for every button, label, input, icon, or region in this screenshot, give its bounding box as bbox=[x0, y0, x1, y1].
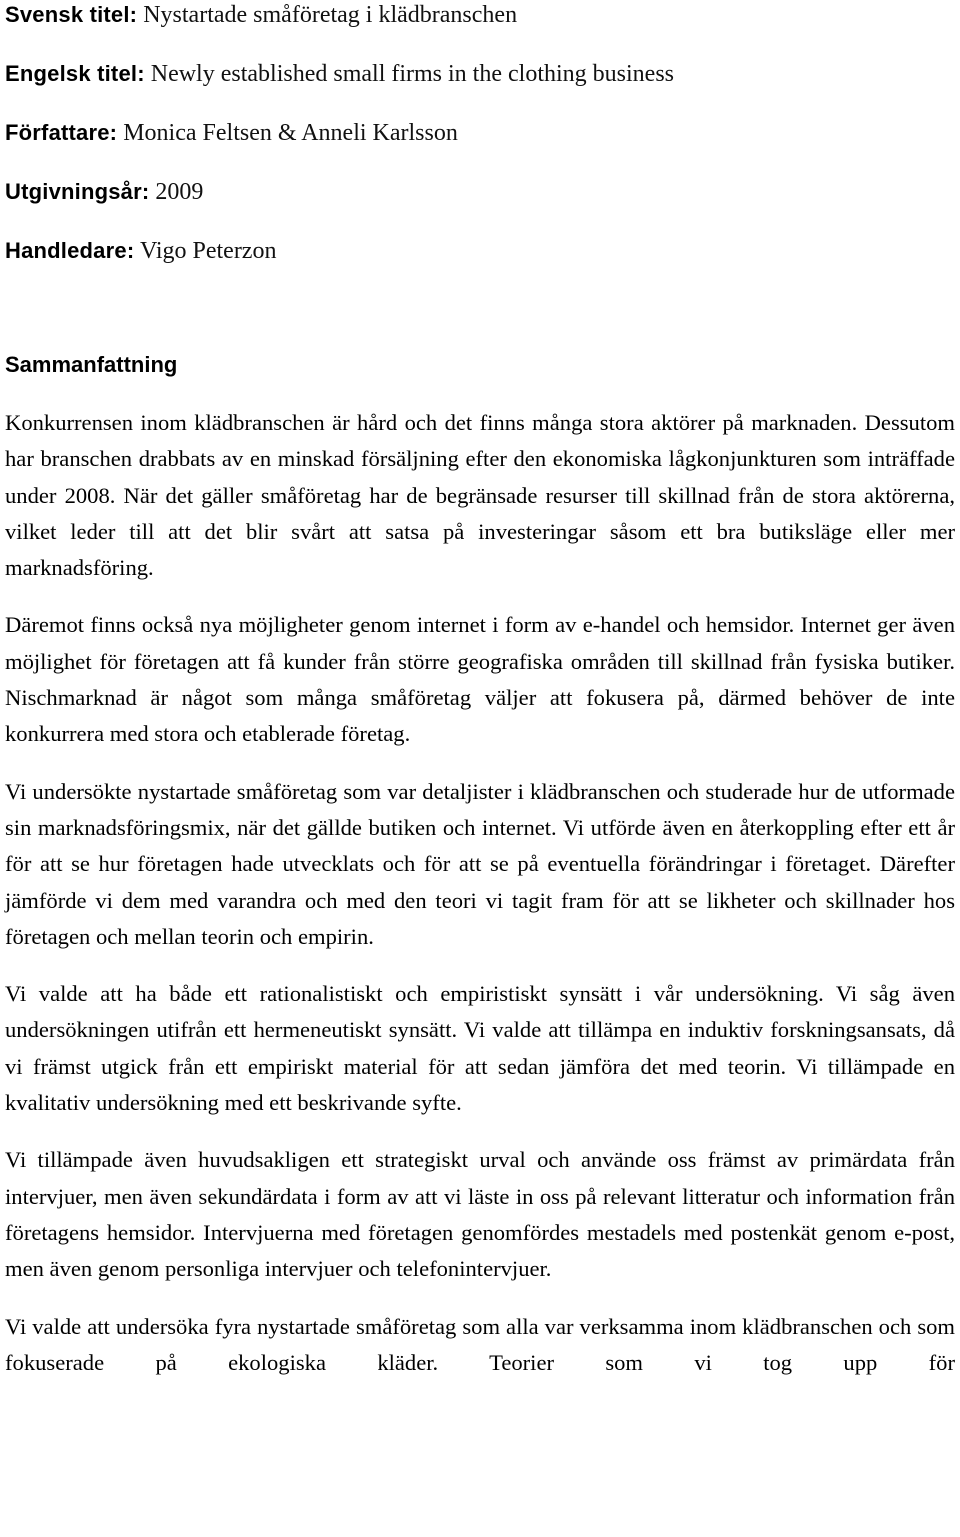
summary-paragraph: Vi valde att ha både ett rationalistiskt och empiristiskt synsätt i vår undersökning. Vi såg även undersökningen utifrån ett hermeneutiskt synsätt. Vi valde att tillämpa en induktiv forskningsansats, då vi främst utgick från ett empiriskt material för att sedan jämföra det med teorin. Vi tillämpade en kvalitativ undersökning med ett beskrivande syfte. bbox=[5, 981, 955, 1116]
summary-body bbox=[5, 405, 955, 1381]
meta-label: Engelsk titel: bbox=[5, 61, 145, 86]
summary-paragraph: Däremot finns också nya möjligheter genom internet i form av e-handel och hemsidor. Internet ger även möjlighet för företagen att få kunder från större geografiska områden till skillnad från fysiska butiker. Nischmarknad är något som många småföretag väljer att fokusera på, därmed behöver de inte konkurrera med stora och etablerade företag. bbox=[5, 612, 955, 747]
meta-value: Nystartade småföretag i klädbranschen bbox=[143, 2, 518, 28]
meta-value: Newly established small firms in the clothing business bbox=[150, 61, 674, 87]
meta-value: 2009 bbox=[155, 179, 204, 205]
meta-english-title bbox=[5, 59, 674, 89]
meta-label: Författare: bbox=[5, 120, 118, 145]
summary-paragraph: Konkurrensen inom klädbranschen är hård och det finns många stora aktörer på marknaden. Dessutom har branschen drabbats av en minskad försäljning efter den ekonomiska lågkonjunkturen som inträffade under 2008. När det gäller småföretag har de begränsade resurser till skillnad från de stora aktörerna, vilket leder till att det blir svårt att satsa på investeringar såsom ett bra butiksläge eller mer marknadsföring. bbox=[5, 410, 955, 581]
meta-publication-year bbox=[5, 177, 203, 207]
meta-value: Monica Feltsen & Anneli Karlsson bbox=[123, 120, 458, 146]
summary-paragraph: Vi undersökte nystartade småföretag som var detaljister i klädbranschen och studerade hur de utformade sin marknadsföringsmix, när det gällde butiken och internet. Vi utförde även en återkoppling efter ett år för att se hur företagen hade utvecklats och för att se på eventuella förändringar i företaget. Därefter jämförde vi dem med varandra och med den teori vi tagit fram för att se likheter och skillnader hos företagen och mellan teorin och empirin. bbox=[5, 778, 955, 949]
meta-authors bbox=[5, 118, 458, 148]
summary-paragraph: Vi tillämpade även huvudsakligen ett strategiskt urval och använde oss främst av primärdata från intervjuer, men även sekundärdata i form av att vi läste in oss på relevant litteratur och information från företagens hemsidor. Intervjuerna med företagen genomfördes mestadels med postenkät genom e-post, men även genom personliga intervjuer och telefonintervjuer. bbox=[5, 1147, 955, 1282]
meta-value: Vigo Peterzon bbox=[139, 238, 277, 264]
summary-paragraph: Vi valde att undersöka fyra nystartade småföretag som alla var verksamma inom klädbranschen och som fokuserade på ekologiska kläder. Teorier som vi tog upp för bbox=[5, 1313, 955, 1375]
meta-label: Utgivningsår: bbox=[5, 179, 150, 204]
meta-label: Handledare: bbox=[5, 238, 135, 263]
meta-label: Svensk titel: bbox=[5, 2, 138, 27]
meta-supervisor bbox=[5, 236, 276, 266]
meta-swedish-title bbox=[5, 0, 517, 30]
summary-heading: Sammanfattning bbox=[5, 352, 178, 377]
